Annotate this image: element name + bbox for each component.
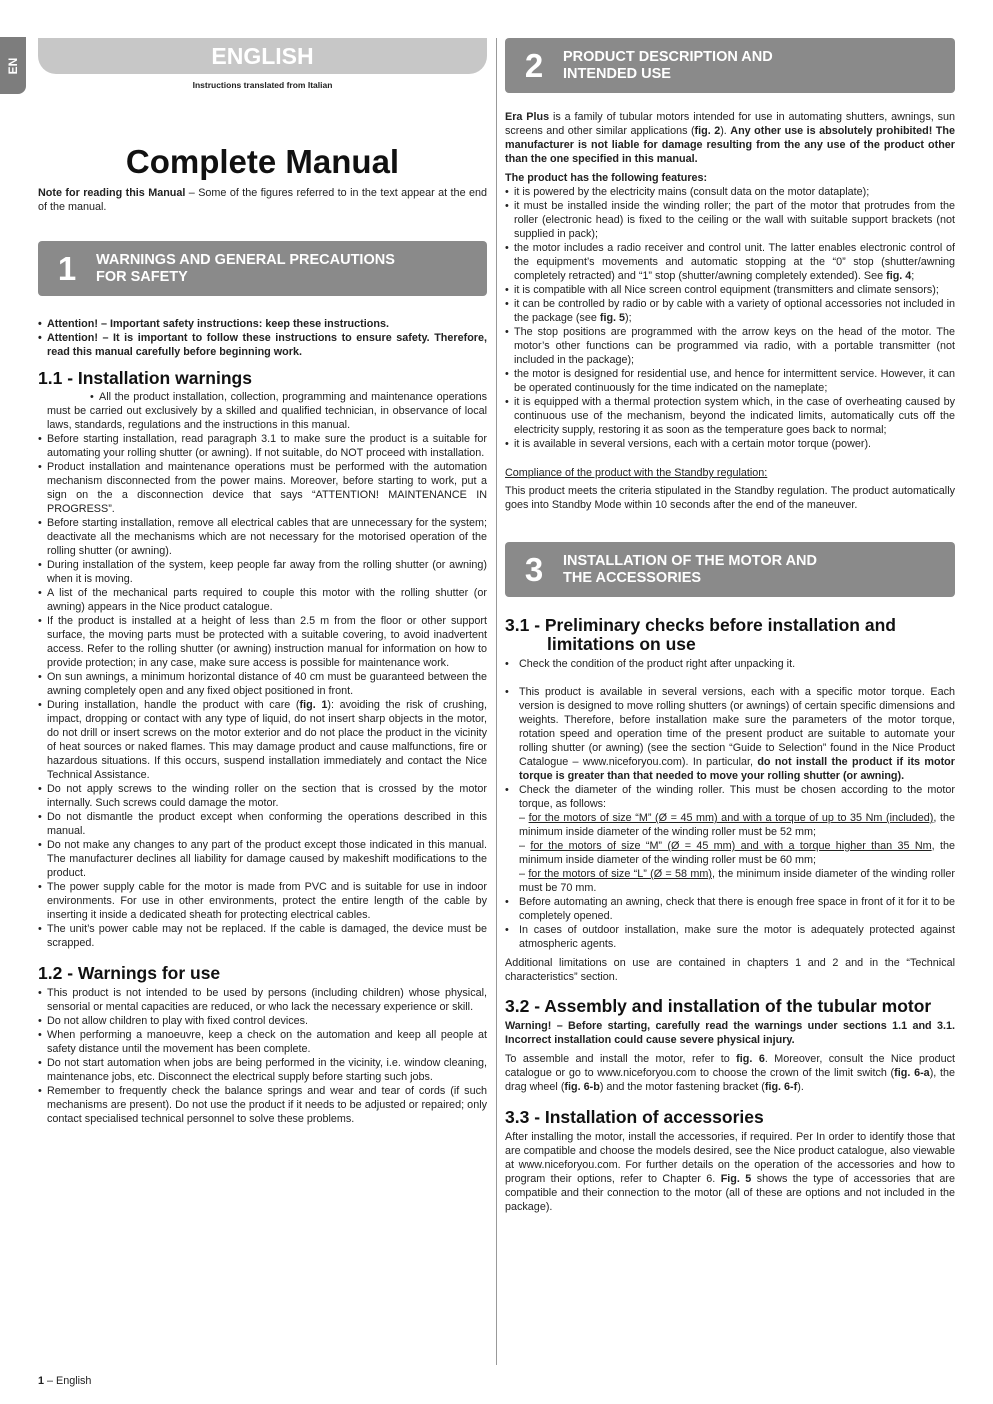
features-title: The product has the following features: [505, 172, 708, 184]
figure-ref: fig. 6-b [564, 1081, 600, 1093]
text-run: . Moreover, consult the Nice product catalogue or go to www.niceforyou.com to choose the crown of the limit switch ( [505, 1053, 955, 1079]
figure-ref: fig. 6 [736, 1053, 765, 1065]
text-run: do not install the product if its motor torque is greater than that needed to move your rolling shutter (or awning). [519, 756, 955, 782]
list-item: • This product is not intended to be used by persons (including children) whose physical, sensorial or mental capacities are reduced, or who lack the necessary experience or skill. [38, 986, 487, 1014]
text-run: ). [720, 125, 731, 137]
list-item: • Check the condition of the product right after unpacking it. [505, 657, 955, 671]
product-name: Era Plus [505, 111, 550, 123]
right-column [505, 38, 955, 1214]
text-run: To assemble and install the motor, refer to [505, 1053, 737, 1065]
list-item: • A list of the mechanical parts required to couple this motor with the rolling shutter (or awning) appears in the Nice product catalogue. [38, 586, 487, 614]
list-item: • The stop positions are programmed with the arrow keys on the head of the motor. The motor’s other functions can be programmed via radio, with a portable transmitter (not included in the package); [505, 325, 955, 367]
list-item: • If the product is installed at a height of less than 2.5 m from the floor or other support surface, the moving parts must be protected with a suitable covering, to avoid inadvertent access. Refer to the rolling shutter (or awning) instruction manual for information on how to provide protection; in any case, make sure access is possible for maintenance work. [38, 614, 487, 670]
text-run: shows the type of accessories that are compatible and their connection to the motor (all of these are options and not included in the package). [505, 1173, 956, 1213]
attention-item: • Attention! – Important safety instructions: keep these instructions. [38, 317, 487, 331]
text-run: , the minimum inside diameter of the winding roller must be 60 mm; [519, 840, 955, 866]
list-item [505, 297, 955, 325]
list-item: • it is compatible with all Nice screen control equipment (transmitters and climate sensors); [505, 283, 955, 297]
text-run: the motor includes a radio receiver and control unit. The latter enables electronic control of the equipment’s movements and automatic stopping at the “0” stop (shutter/awning completely retracted) and “1” stop (shutter/awning completely extended). See [514, 242, 955, 282]
text-run: , the minimum inside diameter of the winding roller must be 52 mm; [519, 812, 955, 838]
section-3-1-title [505, 616, 955, 635]
page-number: 1 [38, 1375, 45, 1387]
text-run: it can be controlled by radio or by cable with a variety of optional accessories not included in the package (see [514, 298, 955, 324]
preliminary-checks-list [505, 657, 955, 951]
translated-note: Instructions translated from Italian [192, 80, 333, 90]
text-run: , the minimum inside diameter of the winding roller must be 70 mm. [519, 868, 955, 894]
list-item: • The power supply cable for the motor is made from PVC and is suitable for use in indoor environments. For use in other environments, protect the entire length of the cable by inserting it inside a dedicated sheath for protecting electrical cables. [38, 880, 487, 922]
language-tab [0, 37, 26, 94]
manual-title: Complete Manual [125, 143, 400, 180]
chapter-2-header [505, 38, 955, 93]
additional-limitations: Additional limitations on use are contained in chapters 1 and 2 and in the “Technical characteristics” section. [505, 957, 955, 983]
list-item: • it is powered by the electricity mains (consult data on the motor dataplate); [505, 185, 955, 199]
list-item: • it must be installed inside the winding roller; the part of the motor that protrudes from the roller (electronic head) is fixed to the ceiling or the wall with suitable support brackets (not supplied in pack); [505, 199, 955, 241]
list-item: • Product installation and maintenance operations must be performed with the automation mechanism disconnected from the power mains. Moreover, before starting to work, put a sign on the a disconnection device that says “ATTENTION! MAINTENANCE IN PROGRESS”. [38, 460, 487, 516]
text-run: is a family of tubular motors intended for use in automating shutters, awnings, sun screens and other similar applications ( [505, 111, 955, 137]
figure-ref: fig. 4 [886, 270, 912, 282]
list-item: • When performing a manoeuvre, keep a check on the automation and keep all people at safety distance until the movement has been complete. [38, 1028, 487, 1056]
column-divider [496, 38, 497, 1365]
chapter-number: 1 [57, 249, 77, 287]
standby-title: Compliance of the product with the Standby regulation: [505, 467, 768, 479]
chapter-title-line: INTENDED USE [563, 65, 671, 82]
section-title-line: 3.1 - Preliminary checks before installation and [505, 615, 896, 635]
chapter-3-header [505, 542, 955, 597]
installation-warnings-list [38, 390, 487, 950]
section-1-1-title: 1.1 - Installation warnings [38, 368, 252, 388]
reading-note-text: – Some of the figures referred to in the text appear at the end of the manual. [38, 187, 487, 213]
chapter-title-line: FOR SAFETY [96, 268, 188, 285]
attention-item: • Attention! – It is important to follow these instructions to ensure safety. Therefore, read this manual carefully before beginning work. [38, 331, 487, 359]
list-item: • it is equipped with a thermal protection system which, in the case of overheating caused by continuous use of the mechanism, beyond the indicated limits, automatically cuts off the electricity supply, restoring it as soon as the temperature goes back to normal; [505, 395, 955, 437]
footer-label: – English [44, 1375, 92, 1387]
text-run: ) and the motor fastening bracket ( [599, 1081, 765, 1093]
figure-ref: fig. 1 [299, 699, 328, 711]
text-run: ; [911, 270, 915, 282]
figure-ref: fig. 5 [599, 312, 626, 324]
page-footer [38, 1375, 91, 1387]
list-item: • Do not allow children to play with fixed control devices. [38, 1014, 487, 1028]
standby-text: This product meets the criteria stipulated in the Standby regulation. The product automatically goes into Standby Mode within 10 seconds after the end of the maneuver. [505, 485, 955, 511]
chapter-title-line: WARNINGS AND GENERAL PRECAUTIONS [96, 251, 395, 268]
assembly-text [505, 1052, 955, 1094]
figure-ref: fig. 6-a [894, 1067, 930, 1079]
chapter-title [563, 553, 817, 587]
list-item: • All the product installation, collection, programming and maintenance operations must be carried out exclusively by a skilled and qualified technician, in observance of local laws, standards, regulations and the instructions in this manual. [38, 390, 487, 432]
section-3-2-title: 3.2 - Assembly and installation of the tubular motor [505, 996, 932, 1016]
text-run: ). [797, 1081, 804, 1093]
list-item: • Before starting installation, read paragraph 3.1 to make sure the product is a suitable for automating your rolling shutter (or awning). If not suitable, do NOT proceed with installation. [38, 432, 487, 460]
use-warnings-list [38, 986, 487, 1126]
text-run: ): avoiding the risk of crushing, impact, dropping or contact with any type of liquid, do not insert sharp objects in the motor, do not drill or insert screws on the motor exterior and do not place the product in the vicinity of heat sources or naked flames. This may damage product and cause malfunctions, fire or hazardous situations. If this occurs, suspend installation immediately and contact the Nice Technical Assistance. [47, 699, 487, 781]
list-item: • The unit’s power cable may not be replaced. If the cable is damaged, the device must be scrapped. [38, 922, 487, 950]
left-column [38, 38, 487, 1126]
intro-paragraph [505, 110, 955, 166]
assembly-warning: Warning! – Before starting, carefully read the warnings under sections 1.1 and 3.1. Incorrect installation could cause severe physical injury. [505, 1020, 955, 1046]
chapter-title-line: PRODUCT DESCRIPTION AND [563, 48, 773, 65]
accessories-text [505, 1130, 955, 1214]
list-item: • Do not start automation when jobs are being performed in the vicinity, i.e. window cleaning, maintenance jobs, etc. Disconnect the electrical supply before starting such jobs. [38, 1056, 487, 1084]
text-run: for the motors of size “M” (Ø = 45 mm) and with a torque higher than 35 Nm [530, 840, 932, 852]
list-item [505, 685, 955, 783]
list-item: • Do not make any changes to any part of the product except those indicated in this manual. The manufacturer declines all liability for damage caused by makeshift modifications to the product. [38, 838, 487, 880]
text-run: After installing the motor, install the accessories, if required. Per In order to identify those that are compatible and choose the models desired, see the Nice product catalogue, also viewable at www.niceforyou.com. For further details on the operation of the accessories and how to program their options, refer to Chapter 6. [505, 1131, 955, 1185]
text-run: ), the drag wheel ( [505, 1067, 956, 1093]
list-item: • On sun awnings, a minimum horizontal distance of 40 cm must be guaranteed between the awning completely open and any fixed object positioned in front. [38, 670, 487, 698]
section-3-3-title: 3.3 - Installation of accessories [505, 1107, 764, 1127]
list-item: • Check the diameter of the winding roller. This must be chosen according to the motor torque, as follows: – for the motors of size “M” (Ø = 45 mm) and with a torque of up to 35 Nm (included), the minimum inside diameter of the winding roller must be 52 mm; – for the motors of size “M” (Ø = 45 mm) and with a torque higher than 35 Nm, the minimum inside diameter of the winding roller must be 60 mm; – for the motors of size “L” (Ø = 58 mm), the minimum inside diameter of the winding roller must be 70 mm. [505, 783, 955, 895]
section-1-2-title: 1.2 - Warnings for use [38, 963, 221, 983]
chapter-number: 2 [524, 46, 544, 84]
list-item [505, 241, 955, 283]
section-title-line: limitations on use [547, 634, 696, 654]
list-item [38, 698, 487, 782]
list-item: • Before starting installation, remove all electrical cables that are unnecessary for the system; deactivate all the mechanisms which are not necessary for the motorised operation of the rolling shutter (or awning). [38, 516, 487, 558]
list-item: • Remember to frequently check the balance springs and wear and tear of cords (if such mechanisms are present). Do not use the product if it needs to be adjusted or repaired; only contact specialised technical personnel to solve these problems. [38, 1084, 487, 1126]
figure-ref: fig. 6-f [764, 1081, 798, 1093]
attention-list [38, 317, 487, 359]
features-list [505, 185, 955, 451]
chapter-title [563, 49, 773, 83]
list-item: • In cases of outdoor installation, make sure the motor is adequately protected against atmospheric agents. [505, 923, 955, 951]
figure-ref: Fig. 5 [720, 1173, 752, 1185]
figure-ref: fig. 2 [694, 125, 721, 137]
text-run: During installation, handle the product with care ( [47, 699, 300, 711]
reading-note [38, 186, 487, 214]
list-item: • Do not dismantle the product except when conforming the operations described in this manual. [38, 810, 487, 838]
reading-note-label: Note for reading this Manual [38, 187, 186, 199]
list-item: • During installation of the system, keep people far away from the rolling shutter (or awning) when it is moving. [38, 558, 487, 586]
text-run: This product is available in several versions, each with a specific motor torque. Each version is designed to move rolling shutters (or awnings) of certain specific dimensions and weights. Therefore, before installation make sure the parameters of the motor torque, rotation speed and operation time of the present product are suitable to automate your rolling shutter (or awning) (see the section “Guide to Selection” found in the Nice Product Catalogue – www.niceforyou.com). In particular, [519, 686, 955, 768]
chapter-1-header [38, 241, 487, 296]
text-run: ); [625, 312, 632, 324]
text-run: for the motors of size “L” (Ø = 58 mm) [528, 868, 712, 880]
text-run: Check the diameter of the winding roller. This must be chosen according to the motor torque, as follows: [519, 784, 955, 810]
chapter-title [96, 252, 395, 286]
chapter-number: 3 [524, 550, 544, 588]
list-item: • it is available in several versions, each with a certain motor torque (power). [505, 437, 955, 451]
chapter-title-line: INSTALLATION OF THE MOTOR AND [563, 552, 817, 569]
text-run: Any other use is absolutely prohibited! The manufacturer is not liable for damage resulting from the any use of the product other than the one specified in this manual. [505, 125, 955, 165]
language-banner: ENGLISH [38, 38, 487, 74]
chapter-title-line: THE ACCESSORIES [563, 569, 702, 586]
list-item: • Do not apply screws to the winding roller on the section that is crossed by the motor internally. Such screws could damage the motor. [38, 782, 487, 810]
language-tab-label: EN [6, 57, 20, 74]
list-item: • Before automating an awning, check that there is enough free space in front of it for it to be completely opened. [505, 895, 955, 923]
text-run: for the motors of size “M” (Ø = 45 mm) and with a torque of up to 35 Nm (included) [528, 812, 934, 824]
list-item: • the motor is designed for residential use, and hence for intermittent service. However, it can be operated continuously for the time indicated on the nameplate; [505, 367, 955, 395]
